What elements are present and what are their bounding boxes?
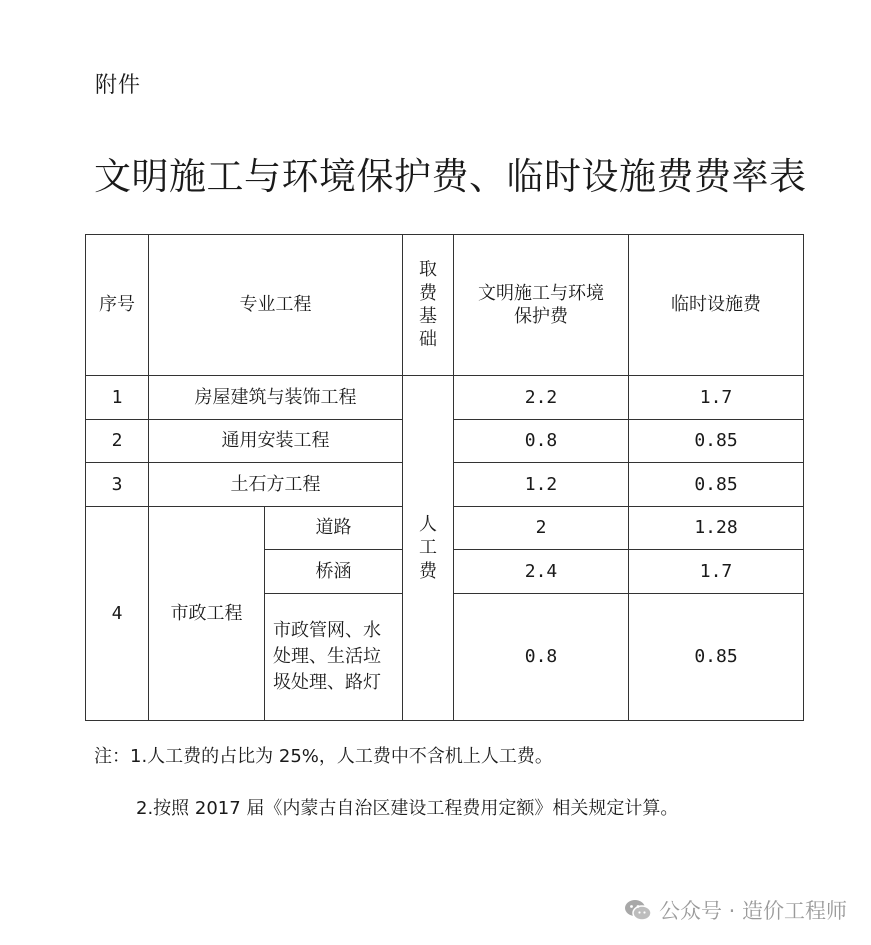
header-civilized-line: 保护费 (514, 306, 568, 327)
row-temporary-rate: 1.7 (629, 376, 804, 420)
row-seq: 2 (86, 420, 149, 463)
fee-basis-cell (403, 376, 454, 721)
header-fee-basis-char: 础 (419, 329, 437, 351)
fee-basis-char: 费 (419, 560, 437, 582)
header-discipline: 专业工程 (149, 235, 403, 376)
table-row (86, 376, 804, 420)
table-header-row (86, 235, 804, 376)
header-fee-basis (403, 235, 454, 376)
row-civilized-rate: 2 (454, 507, 629, 550)
wechat-icon (623, 898, 653, 922)
sub-discipline-line: 市政管网、水 (273, 619, 381, 641)
row-temporary-rate: 0.85 (629, 594, 804, 721)
row-discipline: 通用安装工程 (149, 420, 403, 463)
row-civilized-rate: 2.4 (454, 550, 629, 594)
row-civilized-rate: 0.8 (454, 420, 629, 463)
group-discipline: 市政工程 (149, 507, 265, 721)
header-fee-basis-char: 取 (419, 259, 437, 281)
header-civilized-line: 文明施工与环境 (478, 282, 604, 304)
watermark (623, 895, 847, 925)
sub-discipline: 道路 (265, 507, 403, 550)
row-civilized-rate: 1.2 (454, 463, 629, 507)
header-temporary-facilities: 临时设施费 (629, 235, 804, 376)
note-2: 2.按照 2017 届《内蒙古自治区建设工程费用定额》相关规定计算。 (136, 798, 679, 819)
sub-discipline-line: 圾处理、路灯 (273, 672, 381, 694)
row-seq: 3 (86, 463, 149, 507)
header-civilized-construction (454, 235, 629, 376)
watermark-text: 公众号 · 造价工程师 (658, 899, 847, 923)
header-fee-basis-char: 基 (419, 306, 437, 327)
row-discipline: 房屋建筑与装饰工程 (149, 376, 403, 420)
note-1: 注：1.人工费的占比为 25%，人工费中不含机上人工费。 (94, 746, 553, 767)
page-title: 文明施工与环境保护费、临时设施费费率表 (94, 155, 807, 198)
row-civilized-rate: 2.2 (454, 376, 629, 420)
row-seq: 1 (86, 376, 149, 420)
row-civilized-rate: 0.8 (454, 594, 629, 721)
row-discipline: 土石方工程 (149, 463, 403, 507)
fee-basis-char: 工 (419, 537, 437, 559)
group-seq: 4 (86, 507, 149, 721)
row-temporary-rate: 1.7 (629, 550, 804, 594)
header-seq: 序号 (86, 235, 149, 376)
attachment-label: 附件 (95, 73, 142, 98)
fee-basis-char: 人 (419, 513, 437, 535)
sub-discipline: 桥涵 (265, 550, 403, 594)
row-temporary-rate: 0.85 (629, 463, 804, 507)
rate-table (85, 234, 804, 721)
header-fee-basis-char: 费 (419, 282, 437, 304)
sub-discipline (265, 594, 403, 721)
row-temporary-rate: 0.85 (629, 420, 804, 463)
sub-discipline-line: 处理、生活垃 (273, 645, 381, 667)
row-temporary-rate: 1.28 (629, 507, 804, 550)
